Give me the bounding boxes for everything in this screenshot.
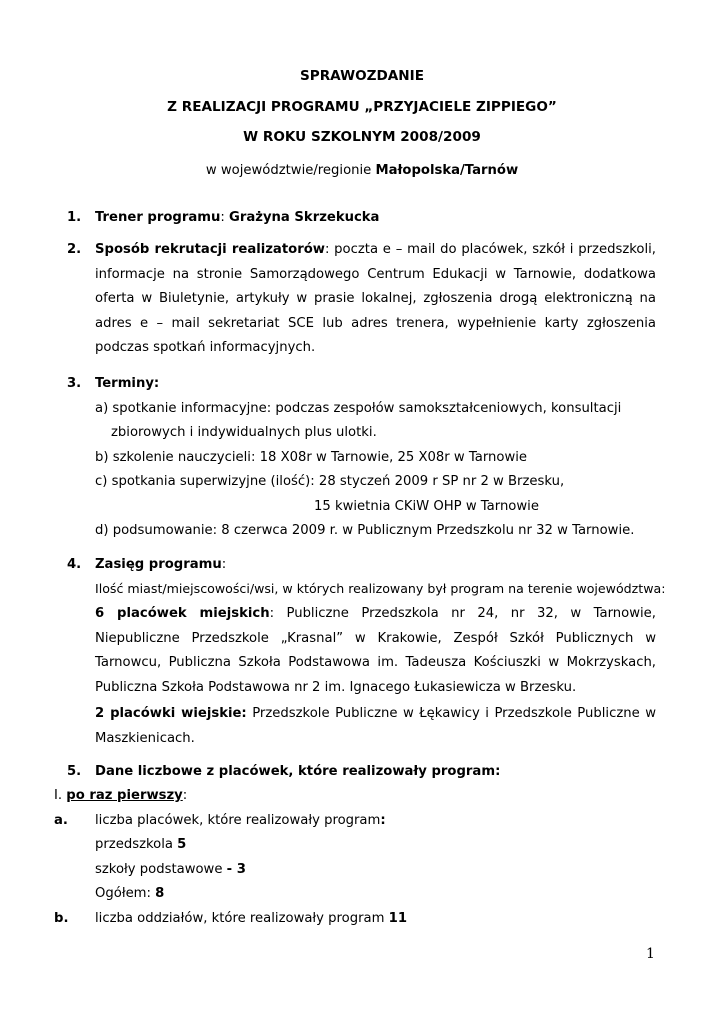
section-2-recruitment bbox=[95, 238, 656, 361]
total-count bbox=[95, 885, 164, 903]
title-line-3: W ROKU SZKOLNYM 2008/2009 bbox=[243, 129, 481, 145]
total-value: 8 bbox=[155, 886, 165, 901]
section-4-heading bbox=[95, 556, 226, 574]
title-line-2: Z REALIZACJI PROGRAMU „PRZYJACIELE ZIPPIEGO” bbox=[167, 99, 557, 115]
rural-text: Przedszkole Publiczne w Łękawicy i Przedszkole Publiczne w Maszkienicach. bbox=[95, 706, 657, 746]
section-1-number: 1. bbox=[67, 210, 82, 225]
item-b-value: 11 bbox=[388, 911, 408, 926]
section-4-number: 4. bbox=[67, 557, 82, 572]
page-number: 1 bbox=[646, 946, 655, 962]
primary-label: szkoły podstawowe bbox=[95, 862, 227, 877]
scope-rural bbox=[95, 702, 656, 751]
section-5-number: 5. bbox=[67, 764, 82, 779]
section-3-number: 3. bbox=[67, 376, 82, 391]
urban-text: : Publiczne Przedszkola nr 24, nr 32, w Tarnowie, Niepubliczne Przedszkole „Krasnal” w Krakowie, Zespół Szkół Publicznych w Tarnowcu, Publiczna Szkoła Podstawowa im. Tadeusza Kościuszki w Mokrzyskach, Publiczna Szkoła Podstawowa nr 2 im. Ignacego Łukasiewicza w Brzesku. bbox=[95, 606, 656, 695]
item-a-text bbox=[95, 812, 386, 830]
rural-label: 2 placówki wiejskie: bbox=[95, 706, 247, 721]
first-time-heading bbox=[54, 787, 187, 805]
item-b-text bbox=[95, 910, 407, 928]
kindergartens-value: 5 bbox=[177, 837, 187, 852]
scope-intro: Ilość miast/miejscowości/wsi, w których realizowany był program na terenie województwa: bbox=[95, 581, 666, 596]
section-4-colon: : bbox=[221, 557, 227, 572]
recruitment-text: : poczta e – mail do placówek, szkół i przedszkoli, informacje na stronie Samorządowego Centrum Edukacji w Tarnowie, dodatkowa oferta w Biuletynie, artykuły w prasie lokalnej, zgłoszenia drogą elektroniczną na adres e – mail sekretariat SCE lub adres trenera, wypełnienie karty zgłoszenia podczas spotkań informacyjnych. bbox=[95, 242, 656, 356]
primary-value: - 3 bbox=[226, 862, 246, 877]
item-b-letter: b. bbox=[54, 911, 69, 926]
trainer-sep: : bbox=[220, 210, 230, 225]
terms-b: b) szkolenie nauczycieli: 18 X08r w Tarnowie, 25 X08r w Tarnowie bbox=[95, 450, 528, 465]
section-5-label: Dane liczbowe z placówek, które realizowały program: bbox=[95, 764, 501, 779]
item-a-letter: a. bbox=[54, 813, 68, 828]
first-time-colon: : bbox=[182, 788, 188, 803]
kindergartens-label: przedszkola bbox=[95, 837, 178, 852]
section-2-number: 2. bbox=[67, 242, 82, 257]
terms-a-line-1: a) spotkanie informacyjne: podczas zespołów samokształceniowych, konsultacji bbox=[95, 401, 622, 416]
title-line-1: SPRAWOZDANIE bbox=[299, 68, 425, 84]
urban-label: 6 placówek miejskich bbox=[95, 606, 270, 621]
terms-c-line-2: 15 kwietnia CKiW OHP w Tarnowie bbox=[314, 499, 539, 514]
terms-c-line-1: c) spotkania superwizyjne (ilość): 28 styczeń 2009 r SP nr 2 w Brzesku, bbox=[95, 474, 565, 489]
section-1-trainer bbox=[95, 209, 379, 227]
item-b-label: liczba oddziałów, które realizowały program bbox=[95, 911, 389, 926]
region-prefix: w województwie/regionie bbox=[205, 163, 376, 178]
region-value: Małopolska/Tarnów bbox=[375, 163, 519, 178]
item-a-label: liczba placówek, które realizowały program bbox=[95, 813, 381, 828]
trainer-label: Trener programu bbox=[95, 210, 221, 225]
trainer-name: Grażyna Skrzekucka bbox=[229, 210, 380, 225]
total-label: Ogółem: bbox=[95, 886, 156, 901]
terms-a-line-2: zbiorowych i indywidualnych plus ulotki. bbox=[111, 425, 377, 440]
primary-schools-count bbox=[95, 861, 246, 879]
first-time-label: po raz pierwszy bbox=[66, 788, 183, 803]
scope-urban bbox=[95, 602, 656, 700]
first-time-prefix: I. bbox=[54, 788, 67, 803]
item-a-colon: : bbox=[380, 813, 386, 828]
section-3-label: Terminy: bbox=[95, 376, 160, 391]
recruitment-label: Sposób rekrutacji realizatorów bbox=[95, 242, 325, 257]
kindergartens-count bbox=[95, 836, 186, 854]
section-4-label: Zasięg programu bbox=[95, 557, 222, 572]
terms-d: d) podsumowanie: 8 czerwca 2009 r. w Publicznym Przedszkolu nr 32 w Tarnowie. bbox=[95, 523, 635, 538]
region-line bbox=[0, 162, 724, 180]
